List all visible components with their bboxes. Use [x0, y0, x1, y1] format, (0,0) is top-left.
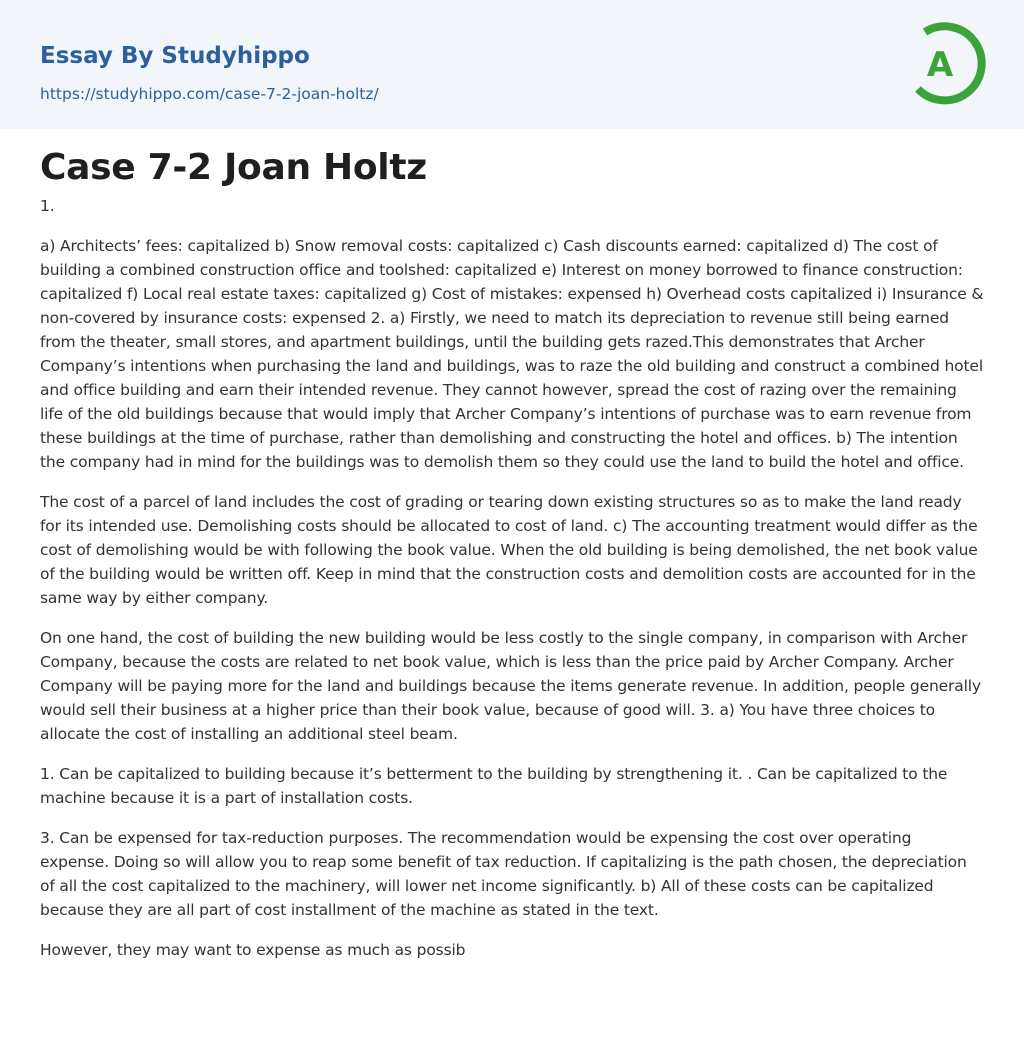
article-url-link[interactable]: https://studyhippo.com/case-7-2-joan-holtz/	[40, 85, 379, 103]
studyhippo-logo[interactable]	[912, 19, 986, 105]
body-paragraph: On one hand, the cost of building the new building would be less costly to the single company, in comparison with Archer Company, because the costs are related to net book value, which is less than the price paid by Archer Company. Archer Company will be paying more for the land and buildings because the items generate revenue. In addition, people generally would sell their business at a higher price than their book value, because of good will. 3. a) You have three choices to allocate the cost of installing an additional steel beam.	[40, 629, 981, 743]
body-paragraph: 3. Can be expensed for tax-reduction purposes. The recommendation would be expensing the cost over operating expense. Doing so will allow you to reap some benefit of tax reduction. If capitalizing is the path chosen, the depreciation of all the cost capitalized to the machinery, will lower net income significantly. b) All of these costs can be capitalized because they are all part of cost installment of the machine as stated in the text.	[40, 829, 967, 919]
logo-letter: A	[926, 45, 954, 85]
body-paragraph: The cost of a parcel of land includes the cost of grading or tearing down existing structures so as to make the land ready for its intended use. Demolishing costs should be allocated to cost of land. c) The accounting treatment would differ as the cost of demolishing would be with following the book value. When the old building is being demolished, the net book value of the building would be written off. Keep in mind that the construction costs and demolition costs are accounted for in the same way by either company.	[40, 493, 978, 607]
logo-ring-icon	[912, 19, 986, 105]
article-content	[40, 144, 984, 978]
page-title: Case 7-2 Joan Holtz	[40, 147, 427, 188]
body-paragraph-truncated: However, they may want to expense as much as possib	[40, 941, 466, 959]
site-title[interactable]: Essay By Studyhippo	[40, 43, 310, 69]
paragraph-number: 1.	[40, 197, 55, 215]
site-header	[0, 0, 1024, 129]
body-paragraph: a) Architects’ fees: capitalized b) Snow removal costs: capitalized c) Cash discounts earned: capitalized d) The cost of building a combined construction office and toolshed: capitalized e) Interest on money borrowed to finance construction: capitalized f) Local real estate taxes: capitalized g) Cost of mistakes: expensed h) Overhead costs capitalized i) Insurance & non-covered by insurance costs: expensed 2. a) Firstly, we need to match its depreciation to revenue still being earned from the theater, small stores, and apartment buildings, until the building gets razed.This demonstrates that Archer Company’s intentions when purchasing the land and buildings, was to raze the old building and construct a combined hotel and office building and earn their intended revenue. They cannot however, spread the cost of razing over the remaining life of the old buildings because that would imply that Archer Company’s intentions of purchase was to earn revenue from these buildings at the time of purchase, rather than demolishing and constructing the hotel and offices. b) The intention the company had in mind for the buildings was to demolish them so they could use the land to build the hotel and office.	[40, 237, 984, 471]
body-paragraph: 1. Can be capitalized to building because it’s betterment to the building by strengthening it. . Can be capitalized to the machine because it is a part of installation costs.	[40, 765, 948, 807]
